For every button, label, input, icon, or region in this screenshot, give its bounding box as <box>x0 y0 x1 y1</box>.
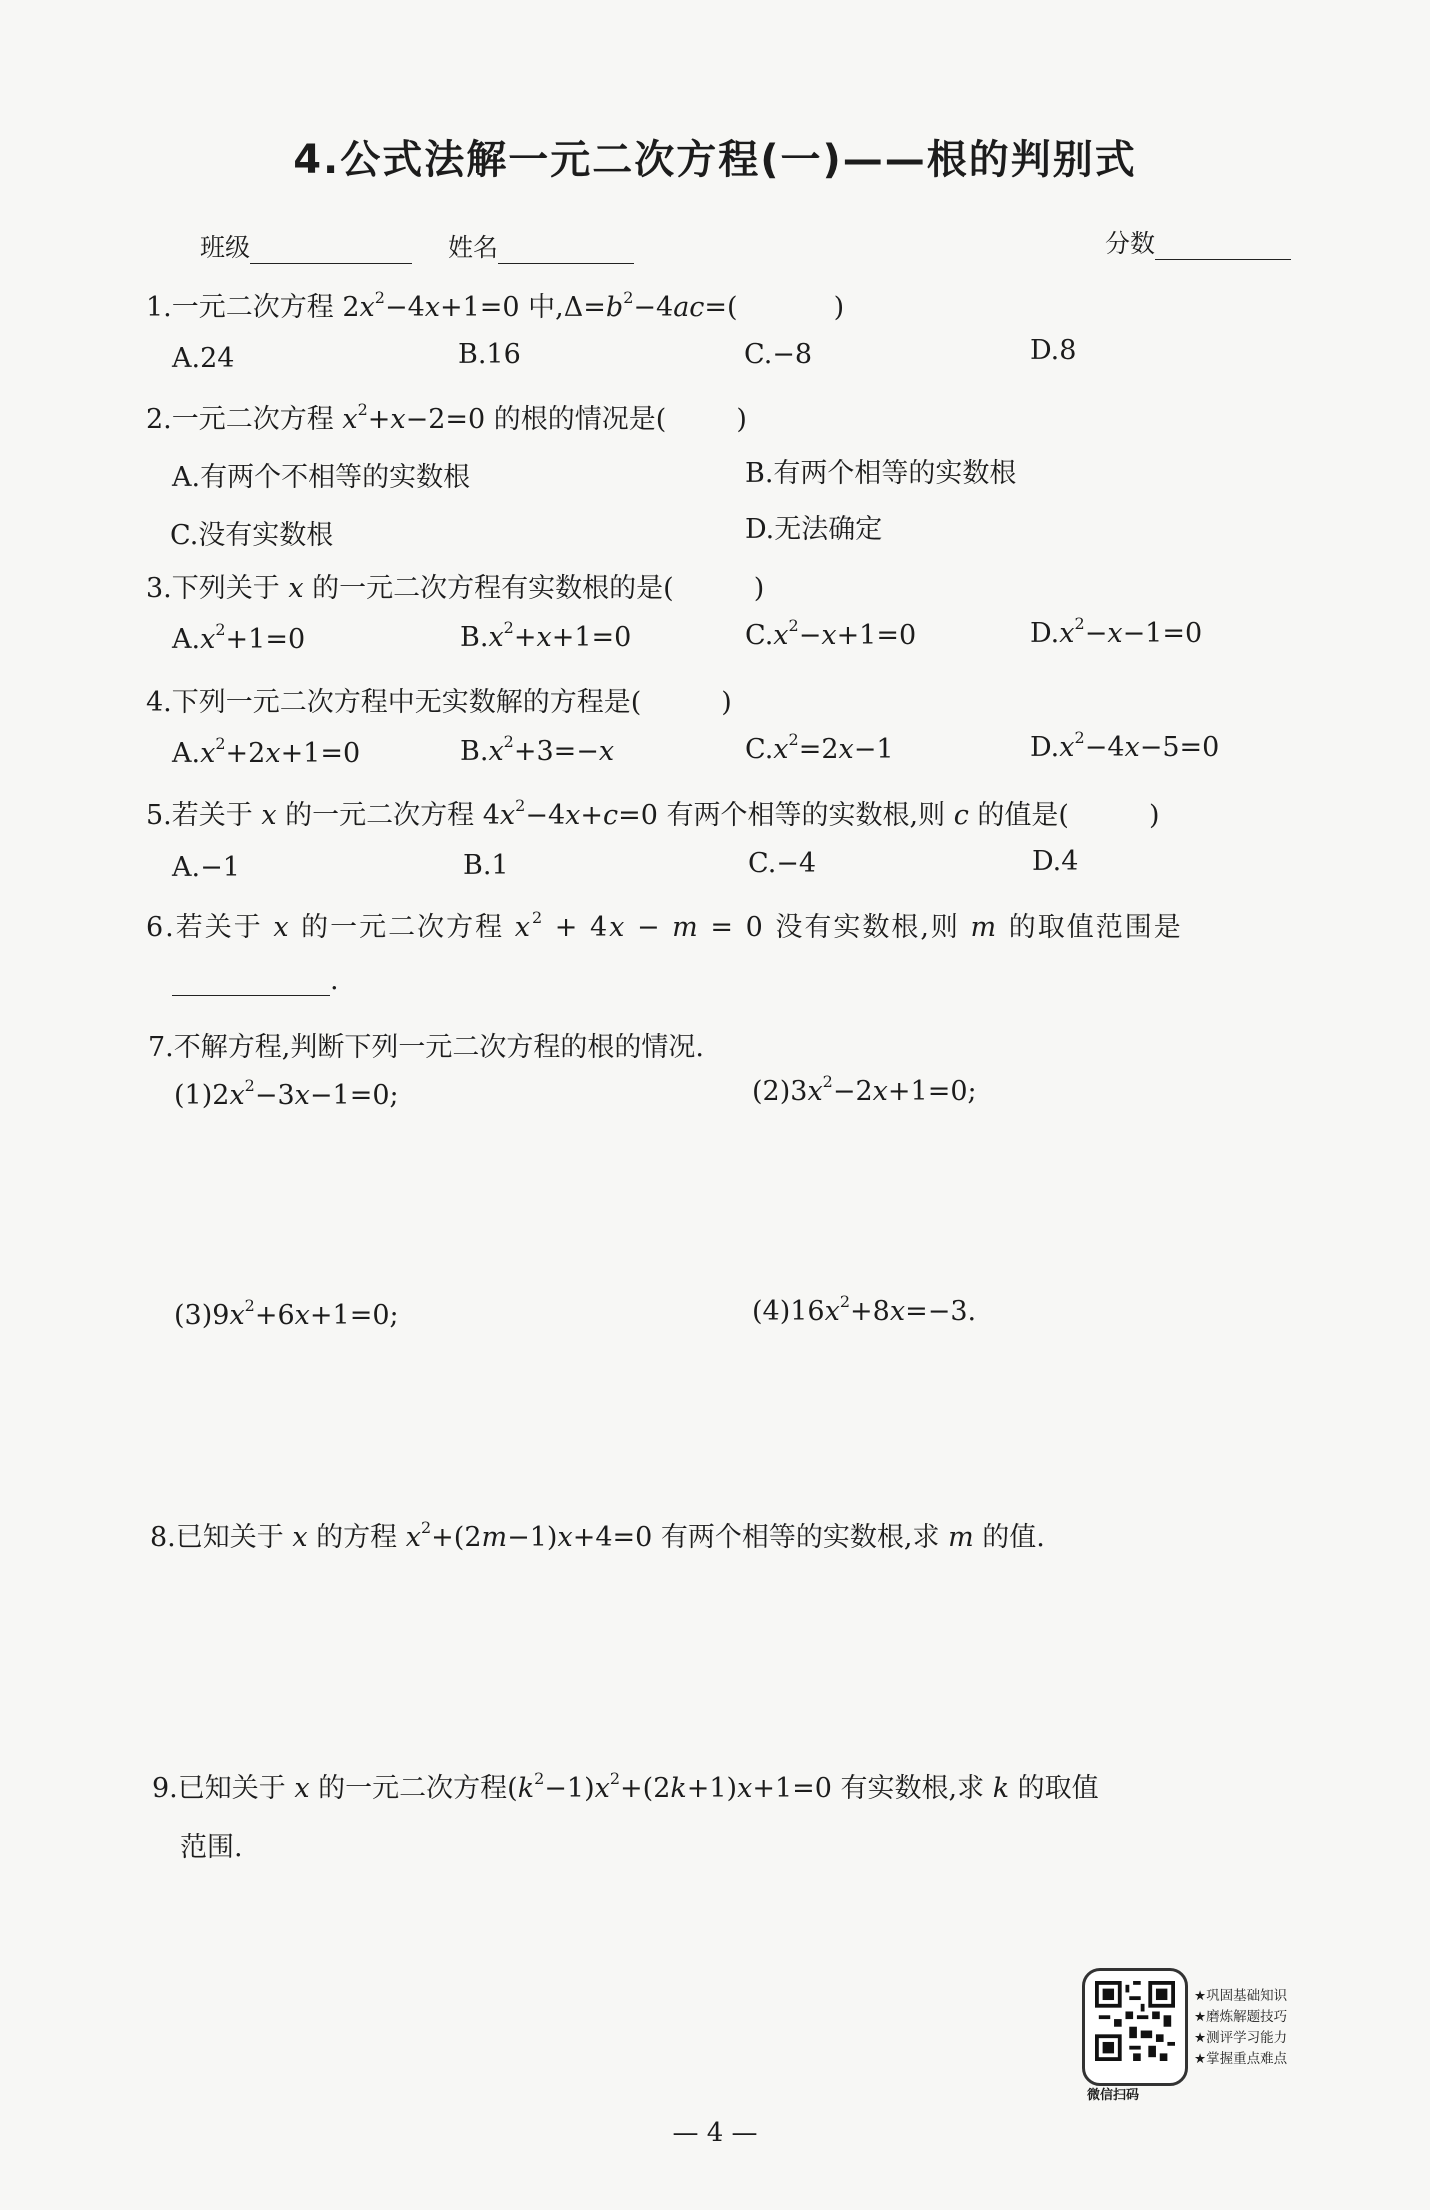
question-5: 5.若关于 x 的一元二次方程 $4x^2-4x+c=0$ 有两个相等的实数根,则 c 的值是( ) <box>146 796 1160 831</box>
question-9: 9.已知关于 x 的一元二次方程$(k^2-1)x^2+(2k+1)x+1=0$ 有实数根,求 k 的取值 <box>152 1769 1099 1804</box>
q9-continuation: 范围. <box>180 1832 243 1863</box>
q1-option-d[interactable]: D.8 <box>1030 335 1077 366</box>
q5-option-b[interactable]: B.1 <box>463 850 509 881</box>
question-7: 7.不解方程,判断下列一元二次方程的根的情况. <box>148 1032 704 1063</box>
qr-feature-item: ★磨炼解题技巧 <box>1194 2009 1288 2025</box>
question-1: 1.一元二次方程 $2x^2-4x+1=0$ 中$,\Delta=b^2-4ac=$( ) <box>146 288 845 323</box>
score-blank[interactable] <box>1155 233 1291 260</box>
q4-option-b[interactable]: $B.x^2+3=-x$ <box>460 732 615 767</box>
q4-option-c[interactable]: $C.x^2=2x-1$ <box>745 730 894 765</box>
name-field: 姓名 <box>448 228 634 264</box>
question-6: 6.若关于 x 的一元二次方程 $x^2 + 4x - m = 0$ 没有实数根,则 m 的取值范围是 <box>146 908 1183 943</box>
q3-option-b[interactable]: $B.x^2+x+1=0$ <box>460 618 632 653</box>
question-2: 2.一元二次方程 $x^2+x-2=0$ 的根的情况是( ) <box>146 400 747 435</box>
qr-frame <box>1082 1968 1188 2086</box>
qr-feature-item: ★测评学习能力 <box>1194 2030 1288 2046</box>
qr-feature-item: ★巩固基础知识 <box>1194 1988 1288 2004</box>
question-4: 4.下列一元二次方程中无实数解的方程是( ) <box>146 687 732 718</box>
q4-option-a[interactable]: $A.x^2+2x+1=0$ <box>172 734 361 769</box>
page-number: — 4 — <box>672 2118 758 2148</box>
q5-option-a[interactable]: A.−1 <box>172 852 240 883</box>
q7-part-2: $(2)3x^2-2x+1=0$; <box>752 1072 977 1107</box>
q4-option-d[interactable]: $D.x^2-4x-5=0$ <box>1030 728 1220 763</box>
class-field: 班级 <box>200 228 412 264</box>
q6-answer-line[interactable]: . <box>172 965 339 996</box>
q2-option-c[interactable]: C.没有实数根 <box>170 520 334 551</box>
q5-option-c[interactable]: C.−4 <box>748 848 817 879</box>
page-title: 4.公式法解一元二次方程(一)——根的判别式 <box>293 137 1137 183</box>
q2-option-d[interactable]: D.无法确定 <box>745 514 883 545</box>
q1-option-b[interactable]: B.16 <box>458 339 521 370</box>
qr-feature-item: ★掌握重点难点 <box>1194 2051 1288 2067</box>
q3-option-c[interactable]: $C.x^2-x+1=0$ <box>745 616 917 651</box>
class-blank[interactable] <box>250 237 412 264</box>
score-field: 分数 <box>1105 224 1291 260</box>
q1-option-c[interactable]: C.−8 <box>744 339 813 370</box>
qr-caption: 微信扫码 <box>1087 2088 1140 2103</box>
question-8: 8.已知关于 x 的方程 $x^2+(2m-1)x+4=0$ 有两个相等的实数根,求 m 的值. <box>150 1518 1045 1553</box>
q3-option-a[interactable]: $A.x^2+1=0$ <box>172 620 306 655</box>
q3-option-d[interactable]: $D.x^2-x-1=0$ <box>1030 614 1203 649</box>
q2-option-a[interactable]: A.有两个不相等的实数根 <box>172 462 471 493</box>
qr-promo <box>1082 1968 1322 2103</box>
q5-option-d[interactable]: D.4 <box>1032 846 1079 877</box>
q7-part-1: $(1)2x^2-3x-1=0$; <box>174 1076 399 1111</box>
q7-part-3: $(3)9x^2+6x+1=0$; <box>174 1296 399 1331</box>
qr-feature-list <box>1194 1986 1287 2070</box>
q1-option-a[interactable]: A.24 <box>172 343 235 374</box>
q7-part-4: $(4)16x^2+8x=-3$. <box>752 1292 977 1327</box>
q2-option-b[interactable]: B.有两个相等的实数根 <box>745 458 1017 489</box>
qr-code-icon[interactable] <box>1095 1981 1175 2061</box>
question-3: 3.下列关于 x 的一元二次方程有实数根的是( ) <box>146 573 765 604</box>
name-blank[interactable] <box>498 237 634 264</box>
